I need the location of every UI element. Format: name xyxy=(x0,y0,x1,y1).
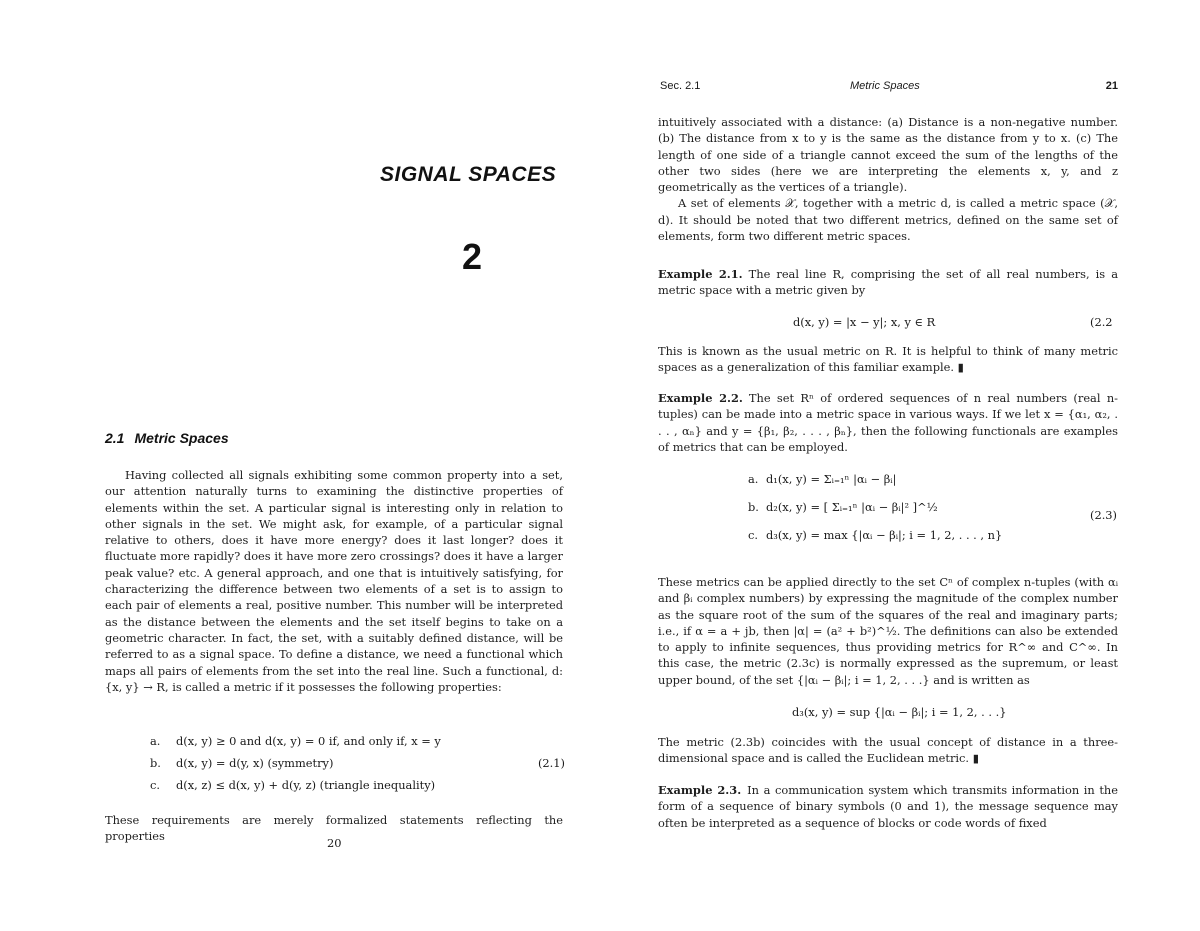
property-text: d(x, y) ≥ 0 and d(x, y) = 0 if, and only if, x = y xyxy=(176,734,441,748)
metric-label: c. xyxy=(748,528,759,542)
page-number: 20 xyxy=(327,836,342,850)
example-2-2-closing xyxy=(658,734,1118,767)
metric-item xyxy=(748,500,1118,528)
section-heading xyxy=(105,430,229,446)
example-2-1-after xyxy=(658,343,1118,376)
section-title: Metric Spaces xyxy=(134,430,229,446)
example-text: The real line R, comprising the set of all real numbers, is a metric space with a metric given by xyxy=(658,267,1118,298)
metric-properties xyxy=(150,734,565,800)
chapter-title: SIGNAL SPACES xyxy=(380,163,557,186)
continuation-paragraph xyxy=(658,114,1118,244)
intro-text: Having collected all signals exhibiting some common property into a set, our attention naturally turns to examining the distinctive properties of elements within the set. A particular signal is interesting only in relation to other signals in the set. We might ask, for example, of a particular signal relative to others, does it have more energy? does it last longer? does it fluctuate more rapidly? does it have more zero crossings? does it have a larger peak value? etc. A general approach, and one that is intuitively satisfying, for characterizing the difference between two elements of a set is to assign to each pair of elements a real, positive number. This number will be interpreted as the distance between the elements and the set itself begins to take on a geometric character. In fact, the set, with a suitably defined distance, will be referred to as a signal space. To define a distance, we need a functional which maps all pairs of elements from the set into the real line. Such a functional, d: {x, y} → R, is called a metric if it possesses the following properties: xyxy=(105,468,563,694)
example-text: In a communication system which transmits information in the form of a sequence of binary symbols (0 and 1), the message sequence may often be interpreted as a sequence of blocks or code words of fixed xyxy=(658,783,1118,830)
end-of-example-mark: ▮ xyxy=(957,360,964,375)
sup-equation: d₃(x, y) = sup {|αᵢ − βᵢ|; i = 1, 2, . . .} xyxy=(792,705,1007,719)
example-2-3 xyxy=(658,782,1118,831)
continuation-text: intuitively associated with a distance: (a) Distance is a non-negative number. (b) The distance from x to y is the same as the distance from y to x. (c) The length of one side of a triangle cannot exceed the sum of the lengths of the other two sides (here we are interpreting the elements x, y, and z geometrically as the vertices of a triangle). xyxy=(658,115,1118,195)
property-label: c. xyxy=(150,778,161,792)
equation-tag: (2.3) xyxy=(1090,508,1118,522)
property-item xyxy=(150,756,565,778)
closing-text: The metric (2.3b) coincides with the usual concept of distance in a three-dimensional space and is called the Euclidean metric. xyxy=(658,735,1118,766)
example-label: Example 2.1. xyxy=(658,267,743,281)
metric-item xyxy=(748,472,1118,500)
property-label: b. xyxy=(150,756,161,770)
metric-item xyxy=(748,528,1118,556)
equation-tag: (2.2 xyxy=(1090,315,1113,329)
right-page xyxy=(600,0,1200,931)
property-item xyxy=(150,734,565,756)
example-2-2-after xyxy=(658,574,1118,688)
example-text: The set Rⁿ of ordered sequences of n real numbers (real n-tuples) can be made into a metric space in various ways. If we let x = {α₁, α₂, . . . , αₙ} and y = {β₁, β₂, . . . , βₙ}, then the following functionals are examples of metrics that can be employed. xyxy=(658,391,1119,454)
metric-formula: d₂(x, y) = [ Σᵢ₌₁ⁿ |αᵢ − βᵢ|² ]^½ xyxy=(766,500,938,514)
property-text: d(x, y) = d(y, x) (symmetry) xyxy=(176,756,334,770)
example-label: Example 2.3. xyxy=(658,783,742,797)
metric-label: a. xyxy=(748,472,759,486)
running-head-section: Sec. 2.1 xyxy=(660,80,701,92)
metric-space-definition: A set of elements 𝒳, together with a metric d, is called a metric space (𝒳, d). It should be noted that two different metrics, defined on the same set of elements, form two different metric spaces. xyxy=(658,196,1118,244)
after-text: These metrics can be applied directly to the set Cⁿ of complex n-tuples (with αᵢ and βᵢ complex numbers) by expressing the magnitude of the complex number as the square root of the sum of the squares of the real and imaginary parts; i.e., if α = a + jb, then |α| = (a² + b²)^½. The definitions can also be extended to apply to infinite sequences, thus providing metrics for R^∞ and C^∞. In this case, the metric (2.3c) is normally expressed as the supremum, or least upper bound, of the set {|αᵢ − βᵢ|; i = 1, 2, . . .} and is written as xyxy=(658,575,1118,687)
running-head-title: Metric Spaces xyxy=(850,80,920,92)
section-number: 2.1 xyxy=(105,430,125,446)
example-2-2 xyxy=(658,390,1118,455)
metrics-list xyxy=(748,472,1118,556)
end-of-example-mark: ▮ xyxy=(972,751,979,766)
equation-tag: (2.1) xyxy=(537,756,565,770)
example-2-1 xyxy=(658,266,1118,299)
property-item xyxy=(150,778,565,800)
metric-formula: d₁(x, y) = Σᵢ₌₁ⁿ |αᵢ − βᵢ| xyxy=(766,472,897,486)
property-label: a. xyxy=(150,734,161,748)
intro-paragraph xyxy=(105,467,563,695)
property-text: d(x, z) ≤ d(x, y) + d(y, z) (triangle inequality) xyxy=(176,778,436,792)
metric-formula: d₃(x, y) = max {|αᵢ − βᵢ|; i = 1, 2, . . . , n} xyxy=(766,528,1003,542)
metric-label: b. xyxy=(748,500,759,514)
chapter-number: 2 xyxy=(462,236,483,277)
example-label: Example 2.2. xyxy=(658,391,743,405)
closing-text: These requirements are merely formalized statements reflecting the properties xyxy=(105,813,563,844)
after-text: This is known as the usual metric on R. It is helpful to think of many metric spaces as a generalization of this familiar example. xyxy=(658,344,1118,375)
equation-2-2: d(x, y) = |x − y|; x, y ∈ R xyxy=(793,315,936,329)
page-number: 21 xyxy=(1105,80,1118,92)
